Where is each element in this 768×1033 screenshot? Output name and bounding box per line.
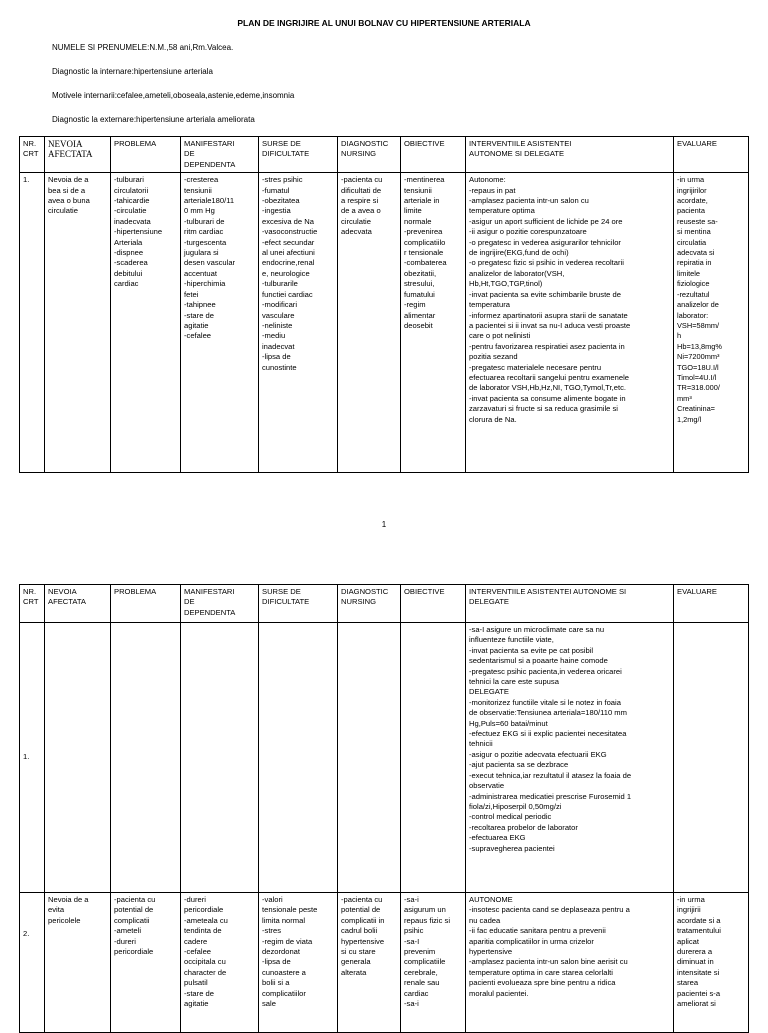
document-title: PLAN DE INGRIJIRE AL UNUI BOLNAV CU HIPERTENSIUNE ARTERIALA	[237, 18, 531, 28]
admission-diagnosis: Diagnostic la internare:hipertensiune arteriala	[52, 67, 213, 76]
header-obiective: OBIECTIVE	[401, 585, 466, 623]
cell-obiective: -mentinerea tensiunii arteriale in limite normale -prevenirea complicatiilo r tensionale -combaterea obezitatii, stresului, fumatului -regim alimentar deosebit	[401, 173, 466, 473]
cell-manifestari	[181, 623, 259, 893]
header-surse: SURSE DE DIFICULTATE	[259, 137, 338, 173]
cell-nr: 1.	[20, 623, 45, 893]
header-problema: PROBLEMA	[111, 137, 181, 173]
cell-evaluare: -in urma ingrijirilor acordate, pacienta reuseste sa- si mentina circulatia adecvata si repiratia in limitele fiziologice -rezultatul analizelor de laborator: VSH=58mm/ h Hb=13,8mg% Ni=7200mm³ TGO=18U.I/l Timol=4U.I/l TR=318.000/ mm³ Creatinina= 1,2mg/l	[674, 173, 749, 473]
cell-nevoia: Nevoia de a bea si de a avea o buna circulatie	[45, 173, 111, 473]
header-manifestari: MANIFESTARI DE DEPENDENTA	[181, 137, 259, 173]
cell-surse: -valori tensionale peste limita normal -stres -regim de viata dezordonat -lipsa de cunoastere a bolii si a complicatiilor sale	[259, 893, 338, 1033]
cell-diagnostic: -pacienta cu potential de complicatii in cadrul bolii hypertensive si cu stare generala alterata	[338, 893, 401, 1033]
table-row	[20, 173, 749, 473]
table-header-row	[20, 137, 749, 173]
cell-manifestari: -cresterea tensiunii arteriale180/11 0 mm Hg -tulburari de ritm cardiac -turgescenta jugulara si desen vascular accentuat -hiperchimia fetei -tahipnee -stare de agitatie -cefalee	[181, 173, 259, 473]
cell-problema: -tulburari circulatorii -tahicardie -circulatie inadecvata -hipertensiune Arteriala -dispnee -scaderea debitului cardiac	[111, 173, 181, 473]
page-number: 1	[381, 520, 387, 529]
header-evaluare: EVALUARE	[674, 585, 749, 623]
cell-surse: -stres psihic -fumatul -obezitatea -ingestia excesiva de Na -vasoconstructie -efect secundar al unei afectiuni endocrine,renal e, neurologice -tulburarile functiei cardiac -modificari vasculare -neliniste -mediu inadecvat -lipsa de cunostinte	[259, 173, 338, 473]
cell-nr: 2.	[20, 893, 45, 1033]
cell-nevoia	[45, 623, 111, 893]
header-diagnostic: DIAGNOSTIC NURSING	[338, 585, 401, 623]
cell-diagnostic: -pacienta cu dificultati de a respire si de a avea o circulatie adecvata	[338, 173, 401, 473]
cell-evaluare	[674, 623, 749, 893]
header-nr: NR. CRT	[20, 137, 45, 173]
table-row	[20, 623, 749, 893]
header-surse: SURSE DE DIFICULTATE	[259, 585, 338, 623]
cell-obiective: -sa-i asigurum un repaus fizic si psihic -sa-I prevenim complicatiile cerebrale, renale sau cardiac -sa-i	[401, 893, 466, 1033]
cell-diagnostic	[338, 623, 401, 893]
header-interventii: INTERVENTIILE ASISTENTEI AUTONOME SI DELEGATE	[466, 585, 674, 623]
cell-obiective	[401, 623, 466, 893]
table-row	[20, 893, 749, 1033]
cell-problema: -pacienta cu potential de complicatii -ameteli -dureri pericordiale	[111, 893, 181, 1033]
cell-nr: 1.	[20, 173, 45, 473]
header-nevoia: NEVOIA AFECTATA	[45, 585, 111, 623]
header-nevoia: NEVOIA AFECTATA	[45, 137, 111, 173]
header-evaluare: EVALUARE	[674, 137, 749, 173]
cell-problema	[111, 623, 181, 893]
care-plan-table-page1	[19, 136, 749, 473]
cell-surse	[259, 623, 338, 893]
header-manifestari: MANIFESTARI DE DEPENDENTA	[181, 585, 259, 623]
patient-name: NUMELE SI PRENUMELE:N.M.,58 ani,Rm.Valcea.	[52, 43, 234, 52]
header-nr: NR. CRT	[20, 585, 45, 623]
header-interventii: INTERVENTIILE ASISTENTEI AUTONOME SI DELEGATE	[466, 137, 674, 173]
cell-evaluare: -in urma ingrijirii acordate si a tratamentului aplicat durerera a diminuat in intensitate si starea pacientei s-a ameliorat si	[674, 893, 749, 1033]
header-obiective: OBIECTIVE	[401, 137, 466, 173]
care-plan-table-page2	[19, 584, 749, 1033]
cell-interventii: AUTONOME -insotesc pacienta cand se deplaseaza pentru a nu cadea -ii fac educatie sanitara pentru a prevenii aparitia complicatiilor in urma crizelor hypertensive -amplasez pacienta intr-un salon bine aerisit cu temperature optima in care starea celorlalti pacienti evolueaza spre bine pentru a ridica moralul pacientei.	[466, 893, 674, 1033]
discharge-diagnosis: Diagnostic la externare:hipertensiune arteriala ameliorata	[52, 115, 255, 124]
cell-interventii: Autonome: -repaus in pat -amplasez pacienta intr-un salon cu temperature optima -asigur un aport sufficient de lichide pe 24 ore -ii asigur o pozitie corespunzatoare -o pregatesc in vederea asigurarilor tehnicilor de ingrijire(EKG,fund de ochi) -o pregatesc fizic si psihic in vederea recoltarii analizelor de laborator(VSH, Hb,Ht,TGO,TGP,tinol) -invat pacienta sa evite schimbarile bruste de temperatura -informez apartinatorii asupra starii de sanatate a pacientei si ii invat sa nu-I aduca vesti proaste care o pot nelinisti -pentru favorizarea respiratiei asez pacienta in pozitia sezand -pregatesc materialele necesare pentru efectuarea recoltarii sangelui pentru examenele de laborator VSH,Hb,Hz,NI, TGO,Tymol,Tr,etc. -invat pacienta sa consume alimente bogate in zarzavaturi si fructe si sa reduca grasimile si clorura de Na.	[466, 173, 674, 473]
table-header-row	[20, 585, 749, 623]
cell-manifestari: -dureri pericordiale -ameteala cu tendinta de cadere -cefalee occipitala cu character de pulsatil -stare de agitatie	[181, 893, 259, 1033]
admission-reasons: Motivele internarii:cefalee,ameteli,oboseala,astenie,edeme,insomnia	[52, 91, 295, 100]
cell-interventii: -sa-I asigure un microclimate care sa nu influenteze functiile viate, -invat pacienta sa evite pe cat posibil sedentarismul si a poaarte haine comode -pregatesc psihic pacienta,in vederea oricarei tehnici la care este supusa DELEGATE -monitorizez functiile vitale si le notez in foaia de observatie:Tensiunea arteriala=180/110 mm Hg,Puls=60 batai/minut -efectuez EKG si ii explic pacientei necesitatea tehnicii -asigur o pozitie adecvata efectuarii EKG -ajut pacienta sa se dezbrace -execut tehnica,iar rezultatul il atasez la foaia de observatie -administrarea medicatiei prescrise Furosemid 1 fiola/zi,Hiposerpil 0,50mg/zi -control medical periodic -recoltarea probelor de laborator -efectuarea EKG -supravegherea pacientei	[466, 623, 674, 893]
header-problema: PROBLEMA	[111, 585, 181, 623]
header-diagnostic: DIAGNOSTIC NURSING	[338, 137, 401, 173]
cell-nevoia: Nevoia de a evita pericolele	[45, 893, 111, 1033]
